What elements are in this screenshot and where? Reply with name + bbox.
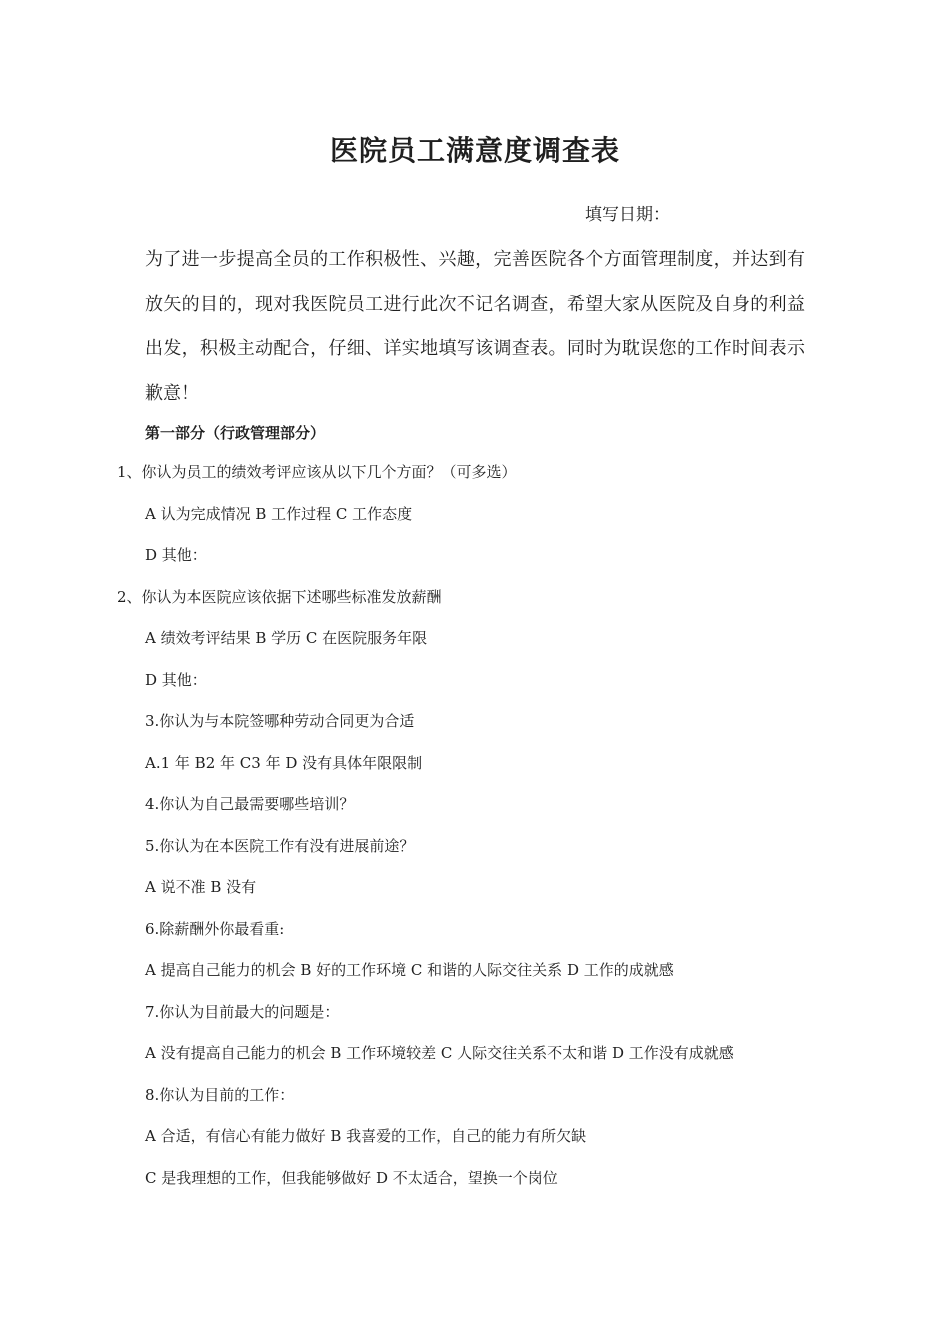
fill-date-label: 填写日期： (585, 205, 670, 225)
page-title: 医院员工满意度调查表 (329, 134, 620, 167)
intro-paragraph: 为了进一步提高全员的工作积极性、兴趣，完善医院各个方面管理制度，并达到有放矢的目的，现对我医院员工进行此次不记名调查，希望大家从医院及自身的利益出发，积极主动配合，仔细、详实地填写该调查表。同时为耽误您的工作时间表示歉意！ (145, 249, 805, 405)
question-2: 2、你认为本医院应该依据下述哪些标准发放薪酬 (117, 588, 442, 606)
question-8-options-cd: C 是我理想的工作，但我能够做好 D 不太适合，望换一个岗位 (145, 1169, 558, 1187)
question-4: 4.你认为自己最需要哪些培训？ (145, 795, 355, 813)
question-1: 1、你认为员工的绩效考评应该从以下几个方面？（可多选） (117, 463, 517, 481)
section-heading: 第一部分（行政管理部分） (145, 424, 326, 442)
question-2-other: D 其他： (145, 671, 207, 689)
question-5: 5.你认为在本医院工作有没有进展前途？ (145, 837, 415, 855)
question-3-options: A.1 年 B2 年 C3 年 D 没有具体年限限制 (145, 754, 423, 772)
question-1-options: A 认为完成情况 B 工作过程 C 工作态度 (145, 505, 413, 523)
question-5-options: A 说不准 B 没有 (145, 878, 257, 896)
question-3: 3.你认为与本院签哪种劳动合同更为合适 (145, 712, 415, 730)
question-8-options-ab: A 合适，有信心有能力做好 B 我喜爱的工作，自己的能力有所欠缺 (145, 1127, 587, 1145)
question-6-options: A 提高自己能力的机会 B 好的工作环境 C 和谐的人际交往关系 D 工作的成就感 (145, 961, 674, 979)
question-8: 8.你认为目前的工作： (145, 1086, 295, 1104)
question-7-options: A 没有提高自己能力的机会 B 工作环境较差 C 人际交往关系不太和谐 D 工作没有成就感 (145, 1044, 734, 1062)
question-1-other: D 其他： (145, 546, 207, 564)
question-2-options: A 绩效考评结果 B 学历 C 在医院服务年限 (145, 629, 428, 647)
question-7: 7.你认为目前最大的问题是： (145, 1003, 340, 1021)
question-6: 6.除薪酬外你最看重: (145, 920, 285, 938)
